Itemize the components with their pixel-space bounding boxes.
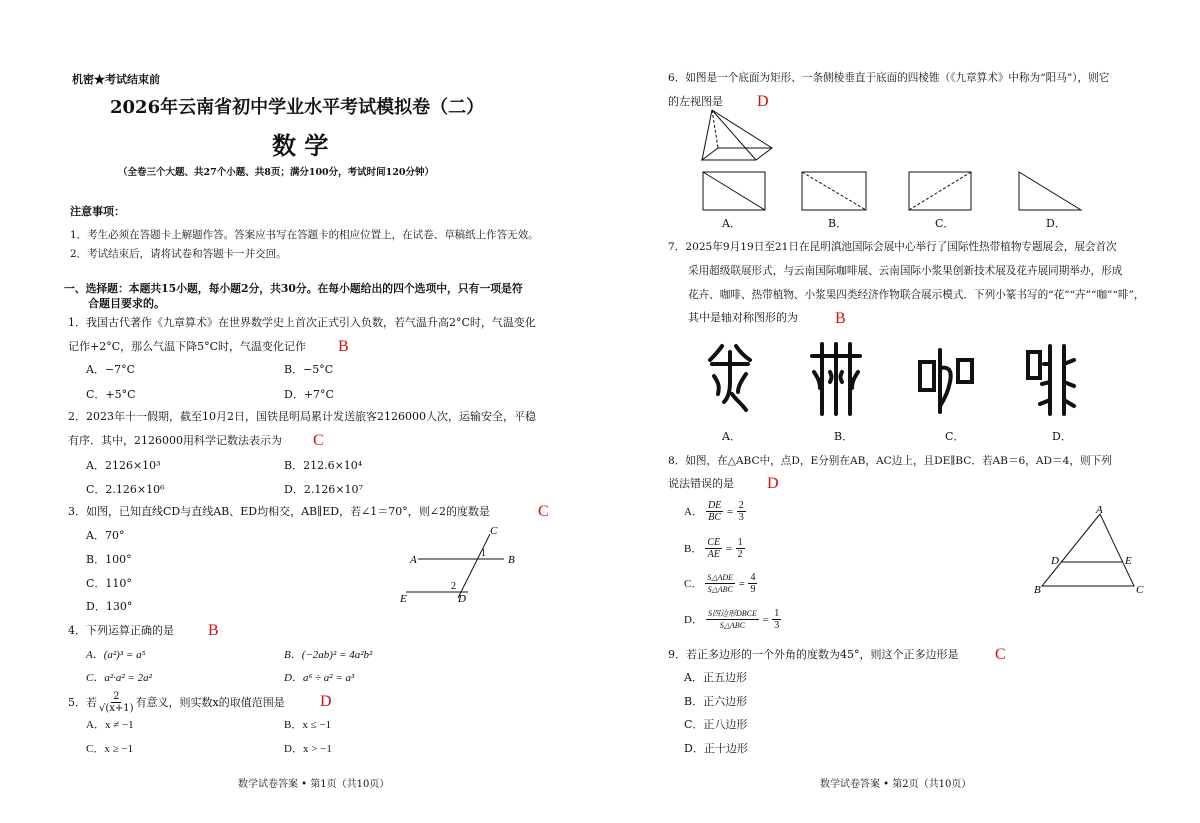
q8-option-a-den: BC	[708, 512, 722, 523]
q7-stem-line2: 采用超级联展形式，与云南国际咖啡展、云南国际小浆果创新技术展及花卉展同期举办，形成	[688, 265, 1123, 277]
q1-option-b: B．−5°C	[284, 363, 334, 376]
q7-glyph-hui	[810, 342, 862, 416]
page-footer: 数学试卷答案 • 第1页（共10页）	[238, 779, 390, 790]
q3-option-c: C．110°	[86, 577, 132, 590]
q8-option-a-rden: 3	[738, 512, 744, 523]
q6-stem: 6．如图是一个底面为矩形、一条侧棱垂直于底面的四棱锥（《九章算术》中称为“阳马”），则它	[668, 72, 1110, 84]
q1-stem: 1．我国古代著作《九章算术》在世界数学史上首次正式引入负数，若气温升高2°C时，气温变化	[68, 316, 536, 329]
q8-option-a-num: DE	[707, 500, 722, 511]
q9-stem: 9．若正多边形的一个外角的度数为45°，则这个正多边形是	[668, 648, 959, 661]
q6-option-b-label: B．	[828, 217, 848, 230]
q5-fraction-numerator: 2	[113, 691, 120, 702]
q9-option-c: C．正八边形	[684, 718, 748, 731]
q8-option-a-eq: =	[726, 505, 734, 518]
line-cd	[458, 534, 490, 598]
q5-fraction	[99, 691, 134, 714]
q2-stem: 2．2023年十一假期，截至10月2日，国铁昆明局累计发送旅客2126000人次，运输安全，平稳	[68, 410, 536, 423]
q7-option-a-label: A．	[722, 430, 741, 443]
q9-option-a: A．正五边形	[684, 671, 747, 684]
confidential-label: 机密★考试结束前	[72, 73, 160, 86]
q2-answer: C	[313, 432, 324, 449]
q6-option-d-label: D．	[1046, 217, 1066, 230]
q8-option-a	[684, 500, 746, 523]
notice-item-2: 2．考试结束后，请将试卷和答题卡一并交回。	[70, 248, 287, 260]
right-page	[600, 0, 1200, 823]
page-footer: 数学试卷答案 • 第2页（共10页）	[820, 779, 972, 790]
q7-answer: B	[835, 310, 846, 327]
q2-option-d: D．2.126×10⁷	[284, 483, 363, 496]
q4-option-d: D．a⁶ ÷ a² = a³	[284, 672, 355, 684]
q8-option-d-eq: =	[761, 613, 770, 626]
q6-stem-cont: 的左视图是	[668, 95, 723, 108]
q5-option-b: B．x ≤ −1	[284, 719, 332, 731]
q1-answer: B	[338, 338, 349, 355]
label-d: D	[458, 593, 466, 605]
q8-option-d-den: S△ABC	[719, 621, 746, 630]
q8-option-d-label: D．	[684, 613, 703, 626]
q8-option-d-rden: 3	[774, 620, 780, 631]
q4-option-b: B．(−2ab)² = 4a²b²	[284, 649, 373, 661]
q6-option-a-figure	[702, 171, 766, 211]
q7-option-b-label: B．	[834, 430, 854, 443]
q3-option-d: D．130°	[86, 600, 133, 613]
q3-option-a: A．70°	[86, 529, 125, 542]
q4-stem: 4．下列运算正确的是	[68, 624, 174, 637]
q8-option-d	[684, 608, 781, 631]
q9-option-b: B．正六边形	[684, 695, 748, 708]
q3-answer: C	[538, 503, 549, 520]
q6-option-b-figure	[801, 171, 867, 211]
notice-item-1: 1．考生必须在答题卡上解题作答。答案应书写在答题卡的相应位置上，在试卷、草稿纸上作答无效。	[70, 229, 539, 241]
q7-glyph-fei	[1026, 342, 1076, 418]
q9-option-d: D．正十边形	[684, 742, 748, 755]
q5-option-a: A．x ≠ −1	[86, 719, 134, 731]
q8-option-d-rnum: 1	[774, 608, 780, 619]
q5-answer: D	[320, 693, 332, 710]
label-angle-2: 2	[451, 581, 456, 592]
label-d: D	[1051, 555, 1059, 567]
q4-answer: B	[208, 622, 219, 639]
label-a: A	[410, 554, 417, 566]
q7-glyph-ka	[918, 342, 974, 416]
q5-option-c: C．x ≥ −1	[86, 743, 134, 755]
label-c: C	[1136, 584, 1144, 596]
q5-stem	[68, 691, 285, 714]
label-c: C	[490, 525, 498, 537]
q2-option-b: B．212.6×10⁴	[284, 459, 363, 472]
label-e: E	[400, 593, 407, 605]
q7-stem-line4: 其中是轴对称图形的为	[688, 311, 798, 324]
q6-answer: D	[757, 93, 769, 110]
q7-option-c-label: C．	[945, 430, 965, 443]
q8-option-c-num: S△ADE	[707, 573, 734, 582]
q8-option-d-num: S四边形DBCE	[707, 609, 757, 618]
q8-option-c-rden: 9	[750, 584, 756, 595]
q8-option-b	[684, 537, 745, 560]
q4-option-a: A．(a²)³ = a⁵	[86, 649, 146, 661]
exam-subtitle: （全卷三个大题、共27个小题、共8页；满分100分，考试时间120分钟）	[118, 167, 434, 178]
label-e: E	[1125, 555, 1132, 567]
q2-option-c: C．2.126×10⁶	[86, 483, 165, 496]
label-b: B	[1034, 584, 1041, 596]
q8-option-c	[684, 572, 757, 595]
q8-option-b-label: B．	[684, 542, 703, 555]
q2-option-a: A．2126×10³	[86, 459, 161, 472]
q8-option-c-label: C．	[684, 577, 703, 590]
q7-stem-line3: 花卉、咖啡、热带植物、小浆果四类经济作物联合展示模式．下列小篆书写的“花”“卉”“咖”“啡”，	[688, 289, 1145, 301]
q7-stem: 7．2025年9月19日至21日在昆明滇池国际会展中心举行了国际性热带植物专题展会，展会首次	[668, 241, 1117, 253]
q8-answer: D	[767, 475, 779, 492]
q3-stem: 3．如图，已知直线CD与直线AB、ED均相交，AB∥ED，若∠1＝70°，则∠2的度数是	[68, 505, 490, 518]
notice-title: 注意事项：	[70, 205, 125, 218]
q8-option-b-num: CE	[707, 537, 721, 548]
q8-option-a-label: A．	[684, 505, 703, 518]
q1-option-c: C．+5°C	[86, 388, 136, 401]
q8-option-c-rnum: 4	[750, 572, 756, 583]
label-angle-1: 1	[481, 548, 486, 559]
q8-option-b-rnum: 1	[737, 537, 743, 548]
q9-answer: C	[995, 646, 1006, 663]
q8-stem-cont: 说法错误的是	[668, 477, 734, 490]
q1-option-d: D．+7°C	[284, 388, 334, 401]
q1-option-a: A．−7°C	[86, 363, 136, 376]
q6-pyramid-figure	[700, 108, 780, 164]
q8-option-a-rnum: 2	[738, 500, 744, 511]
section-1-heading: 一、选择题：本题共15小题，每小题2分，共30分。在每小题给出的四个选项中，只有一项是符	[64, 282, 523, 295]
q8-triangle-figure	[1032, 504, 1162, 598]
q6-option-d-figure	[1018, 171, 1082, 211]
q1-stem-cont: 记作+2°C，那么气温下降5°C时，气温变化记作	[68, 340, 307, 353]
q4-option-c: C．a²·a² = 2a²	[86, 672, 152, 684]
section-1-heading-cont: 合题目要求的。	[88, 297, 165, 310]
q8-option-c-eq: =	[738, 577, 746, 590]
q7-glyph-hua	[708, 342, 752, 416]
label-b: B	[508, 554, 515, 566]
q6-option-c-figure	[908, 171, 972, 211]
subject-title: 数 学	[272, 131, 329, 160]
q8-option-b-rden: 2	[737, 549, 743, 560]
q5-fraction-denominator: √(x+1)	[99, 703, 134, 714]
q5-suffix: 有意义，则实数x的取值范围是	[135, 695, 285, 709]
q3-option-b: B．100°	[86, 553, 132, 566]
q8-stem: 8．如图，在△ABC中，点D，E分别在AB，AC边上，且DE∥BC．若AB＝6，AD＝4，则下列	[668, 455, 1112, 467]
exam-title: 2026年云南省初中学业水平考试模拟卷（二）	[110, 97, 485, 118]
q2-stem-cont: 有序．其中，2126000用科学记数法表示为	[68, 434, 282, 447]
q7-option-d-label: D．	[1052, 430, 1072, 443]
q5-option-d: D．x > −1	[284, 743, 332, 755]
label-a: A	[1096, 504, 1103, 516]
q5-prefix: 5．若	[68, 695, 97, 709]
q6-option-c-label: C．	[935, 217, 955, 230]
q8-option-b-eq: =	[725, 542, 733, 555]
q6-option-a-label: A．	[722, 217, 741, 230]
q8-option-b-den: AE	[707, 549, 720, 560]
triangle-abc	[1042, 514, 1134, 586]
q3-figure	[400, 522, 530, 608]
q8-option-c-den: S△ABC	[707, 585, 733, 594]
